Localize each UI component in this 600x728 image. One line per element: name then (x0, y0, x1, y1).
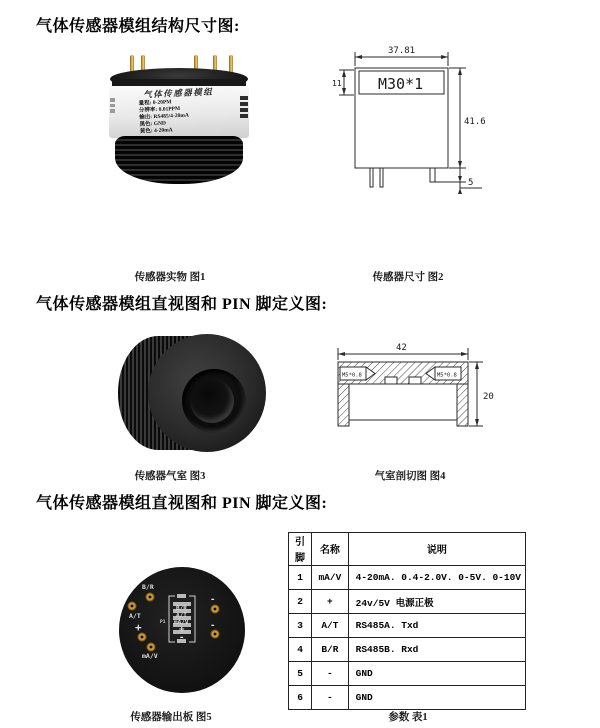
dim-width-label: 37.81 (388, 46, 416, 56)
col-header-desc: 说明 (348, 533, 525, 566)
figure5-caption: 传感器输出板 图5 (130, 712, 212, 723)
dim-height-label: 41.6 (464, 117, 486, 127)
pcb-refdes: P1 (160, 620, 166, 625)
dim-chamber-height-label: 20 (483, 392, 494, 402)
svg-text:A/T: A/T (176, 612, 187, 619)
dim-chamber-width-label: 42 (396, 343, 407, 353)
dim-pin-length-label: 5 (468, 178, 474, 188)
pcb-label-at-left: A/T (129, 612, 141, 620)
label-cutoff-text-left (110, 96, 116, 115)
sensor-label-row: 分辨率: 0.01PPM (138, 105, 181, 114)
pcb-label-br-left: B/R (142, 583, 154, 591)
sensor-label (109, 86, 249, 138)
output-board-photo-figure (118, 566, 246, 694)
sensor-threaded-base (115, 136, 243, 184)
svg-text:B/R: B/R (176, 605, 187, 612)
table-row: 2 + 24v/5V 电源正极 (289, 590, 526, 614)
figure1-caption: 传感器实物 图1 (134, 272, 206, 283)
sensor-label-row: 量程: 0-20PM (138, 99, 172, 107)
dim-band-height-label: 11 (332, 79, 342, 88)
col-header-name: 名称 (312, 533, 349, 566)
svg-text:-: - (179, 633, 185, 643)
sensor-label-row: 黄色: 4-20mA (139, 127, 173, 135)
table1-caption: 参数 表1 (388, 712, 428, 723)
table-row: 5 - GND (289, 662, 526, 686)
thread-right-label: M5*0.8 (437, 372, 457, 379)
table-row: 3 A/T RS485A. Txd (289, 614, 526, 638)
pcb-label-mav-left: mA/V (142, 652, 158, 660)
svg-text:+: + (179, 625, 185, 635)
label-cutoff-text-right (240, 94, 249, 120)
section1-heading: 气体传感器模组结构尺寸图: (36, 18, 240, 35)
pcb-edge-minus-top: - (210, 595, 216, 605)
sensor-label-row: 黑色: GND (139, 120, 167, 128)
gas-chamber-section-drawing (333, 338, 505, 450)
table-header-row (289, 533, 526, 566)
gas-chamber-photo-figure (112, 331, 272, 455)
col-header-pin: 引脚 (289, 533, 312, 566)
sensor-dimension-drawing (330, 40, 510, 202)
pin-definition-table (288, 532, 526, 710)
thread-left-label: M5*0.8 (342, 372, 362, 379)
figure2-caption: 传感器尺寸 图2 (372, 272, 444, 283)
sensor-label-row: 输出: RS485/4-20mA (139, 112, 190, 121)
figure4-caption: 气室剖切图 图4 (374, 471, 446, 482)
sensor-photo-figure (108, 52, 250, 188)
table-row: 1 mA/V 4-20mA. 0.4-2.0V. 0-5V. 0-10V (289, 566, 526, 590)
svg-text:mA/V: mA/V (174, 619, 189, 626)
table-row: 6 - GND (289, 686, 526, 710)
figure3-caption: 传感器气室 图3 (134, 471, 206, 482)
table-row: 4 B/R RS485B. Rxd (289, 638, 526, 662)
pcb-edge-minus-bottom: - (210, 621, 216, 631)
sensor-label-title: 气体传感器模组 (143, 86, 214, 100)
section-lines (338, 348, 483, 426)
thread-spec-label: M30*1 (378, 75, 424, 93)
section3-heading: 气体传感器模组直视图和 PIN 脚定义图: (36, 495, 328, 512)
section2-heading: 气体传感器模组直视图和 PIN 脚定义图: (36, 296, 328, 313)
chamber-inner-core (190, 379, 234, 423)
pcb-label-plus-left: + (135, 621, 142, 634)
